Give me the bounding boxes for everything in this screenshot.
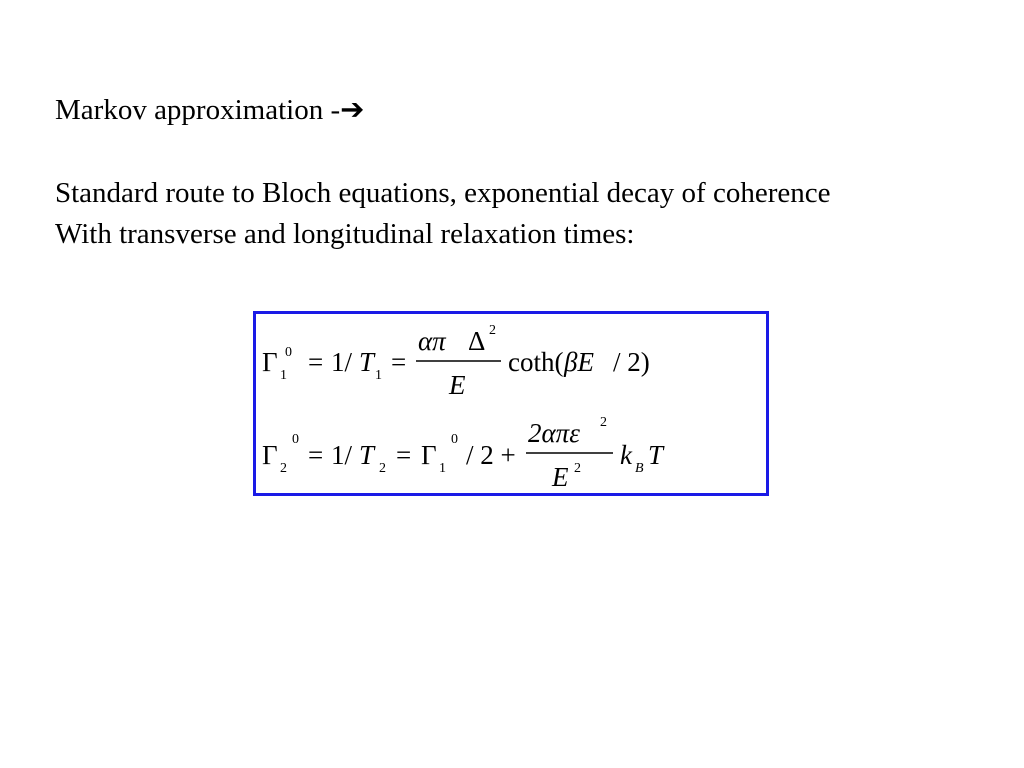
eq2-numerator-sup: 2 <box>600 415 607 430</box>
eq2-denominator: E <box>552 462 569 492</box>
eq2-gamma-sup: 0 <box>292 432 299 447</box>
eq1-coth: coth( <box>508 347 564 377</box>
equations-svg <box>256 314 766 493</box>
eq2-numerator: 2απε <box>528 418 580 448</box>
eq1-gamma-sup: 0 <box>285 345 292 360</box>
eq2-one-over: 1/ <box>331 440 353 470</box>
eq2-gamma1-sub: 1 <box>439 461 446 476</box>
eq2-gamma1: Γ <box>421 440 437 470</box>
eq1-equals-b: = <box>391 347 407 377</box>
eq2-gamma: Γ <box>262 440 278 470</box>
body-text-line: Standard route to Bloch equations, exponential decay of coherence <box>55 177 831 209</box>
equation-1 <box>262 323 650 400</box>
slide-heading <box>55 93 364 127</box>
eq2-equals-a: = <box>308 440 324 470</box>
eq1-numerator-sup: 2 <box>489 323 496 338</box>
eq1-gamma-sub: 1 <box>280 368 287 383</box>
eq2-T-end: T <box>648 440 664 470</box>
eq2-k: k <box>620 440 632 470</box>
eq1-beta-E: βE <box>564 347 594 377</box>
eq2-T: T <box>359 440 375 470</box>
body-text-line: With transverse and longitudinal relaxation times: <box>55 218 635 250</box>
eq2-half-plus: / 2 + <box>466 440 516 470</box>
eq1-T-sub: 1 <box>375 368 382 383</box>
eq1-equals-a: = <box>308 347 324 377</box>
eq2-T-sub: 2 <box>379 461 386 476</box>
eq2-k-sub: B <box>635 461 644 476</box>
eq2-equals-b: = <box>396 440 412 470</box>
eq1-T: T <box>359 347 375 377</box>
eq1-one-over: 1/ <box>331 347 353 377</box>
eq2-gamma-sub: 2 <box>280 461 287 476</box>
eq1-denominator: E <box>449 370 466 400</box>
equation-box <box>253 311 769 496</box>
eq1-delta: Δ <box>468 326 486 356</box>
equation-2 <box>262 415 665 492</box>
eq1-half: / 2) <box>613 347 650 377</box>
heading-text: Markov approximation - <box>55 94 341 126</box>
eq1-numerator: απ <box>418 326 446 356</box>
eq2-gamma1-sup: 0 <box>451 432 458 447</box>
eq2-denominator-sup: 2 <box>574 461 581 476</box>
right-arrow-icon: ➔ <box>340 94 365 126</box>
eq1-gamma: Γ <box>262 347 278 377</box>
